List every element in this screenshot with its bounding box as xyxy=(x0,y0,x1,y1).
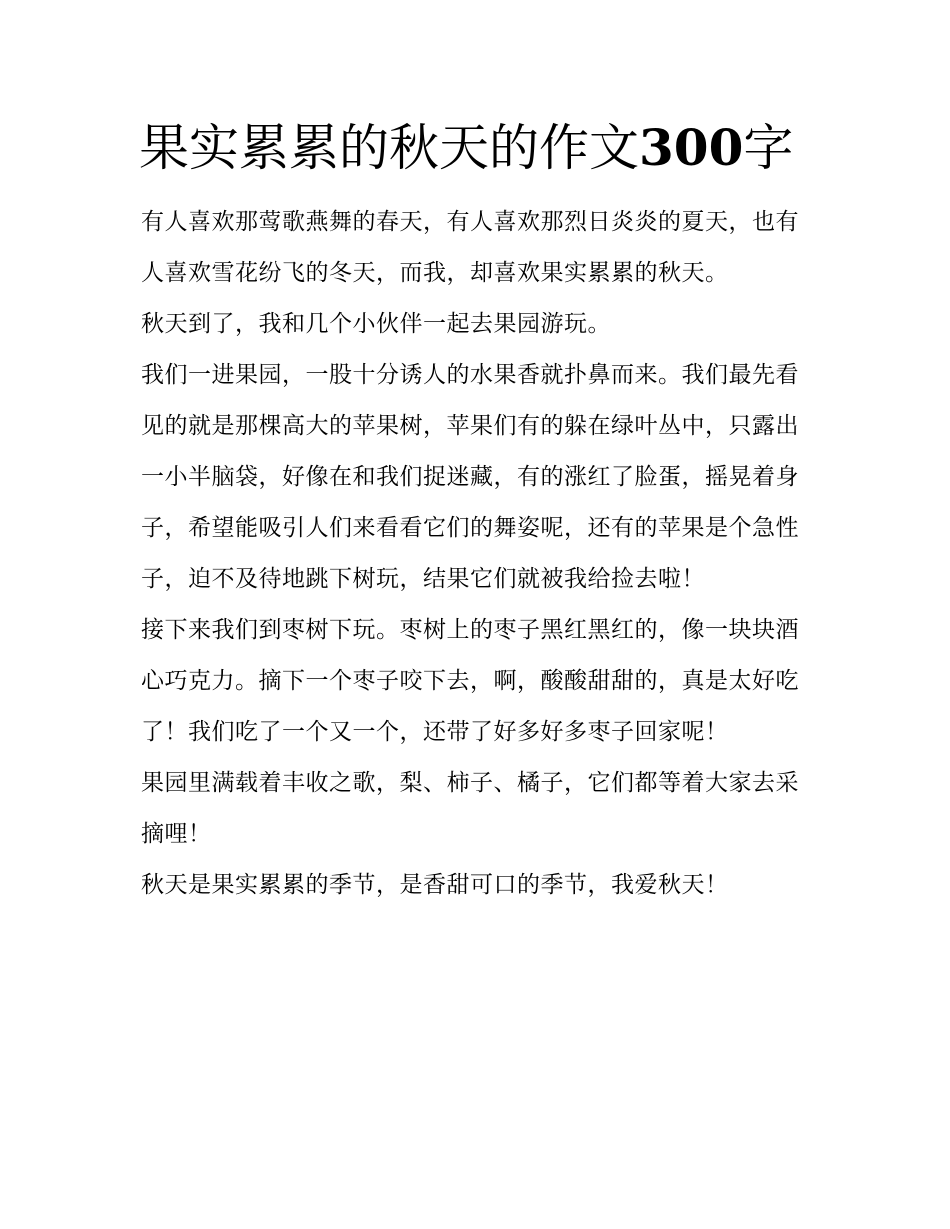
title-text: 果实累累的秋天的作文 xyxy=(139,119,639,177)
paragraph-6: 秋天是果实累累的季节，是香甜可口的季节，我爱秋天！ xyxy=(141,872,729,898)
paragraph-5: 果园里满载着丰收之歌，梨、柿子、橘子，它们都等着大家去采摘哩！ xyxy=(141,770,799,847)
paragraph-3: 我们一进果园，一股十分诱人的水果香就扑鼻而来。我们最先看见的就是那棵高大的苹果树，苹果们有的躲在绿叶丛中，只露出一小半脑袋，好像在和我们捉迷藏，有的涨红了脸蛋，摇晃着身子，希望能吸引人们来看看它们的舞姿呢，还有的苹果是个急性子，迫不及待地跳下树玩，结果它们就被我给捡去啦！ xyxy=(141,362,799,592)
document-body xyxy=(141,197,821,911)
title-number: 300 xyxy=(639,118,744,177)
title-suffix: 字 xyxy=(743,119,794,177)
paragraph-2: 秋天到了，我和几个小伙伴一起去果园游玩。 xyxy=(141,311,611,337)
paragraph-1: 有人喜欢那莺歌燕舞的春天，有人喜欢那烈日炎炎的夏天，也有人喜欢雪花纷飞的冬天，而我，却喜欢果实累累的秋天。 xyxy=(141,209,799,286)
paragraph-4: 接下来我们到枣树下玩。枣树上的枣子黑红黑红的，像一块块酒心巧克力。摘下一个枣子咬下去，啊，酸酸甜甜的，真是太好吃了！我们吃了一个又一个，还带了好多好多枣子回家呢！ xyxy=(141,617,799,745)
document-title xyxy=(139,118,793,178)
